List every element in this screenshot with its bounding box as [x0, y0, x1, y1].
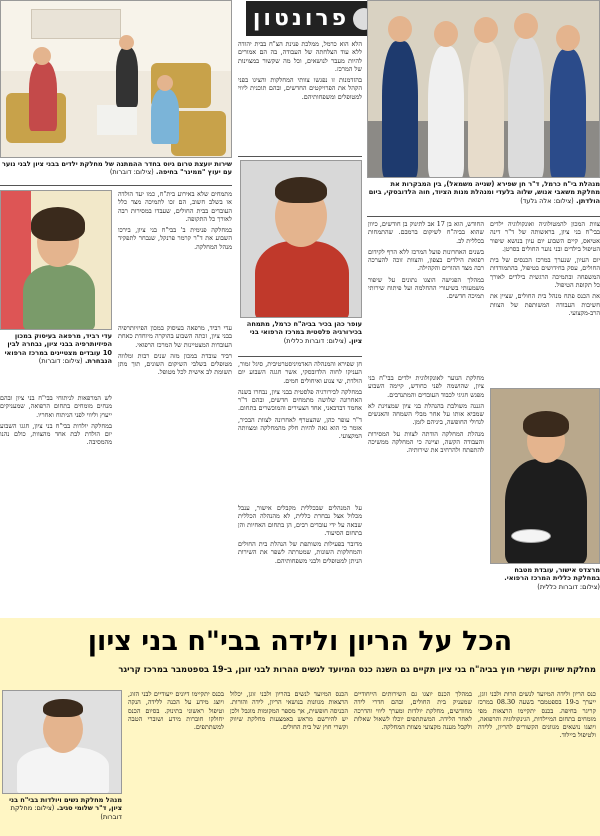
left-column-b: עדי רביד, מרפאה בעיסוק במכון הפיזיותרפיה בבני ציון, זכתה השבוע בהוקרה מיוחדת כאחת העובדות המצטיינות של המרכז הרפואי. רביד עובדת במכון מזה שנים רבות ומלווה מטופלים בשלבי השיקום השונים, תוך מתן תשומת לב אישית לכל מטופל. — [118, 324, 232, 377]
group-photo-caption: מנהלת בי"ח כרמל, ד"ר חן שפירא (שנייה משמאל), בין המבקרות את מחלקת משאבי אנוש, שלוה בלעדי ומנהלת מנות הציוד, חוה הלדובסקי, ביום הולדתן. (צילום: אלה גלעד) — [368, 180, 600, 205]
group-photo — [367, 0, 600, 178]
right-column-a: צוות המכון להמטולוגיה ואונקולוגיה ילדים בבי"ח בני ציון, בראשותה של ד"ר דינה אטיאס, קיים השבוע יום עיון בנושא שיפור הטיפול בילדים ובני נוער החולים בסרטן. יום העיון, שנערך במרכז הכנסים של בית החולים, עסק בחידושים בטיפול, בהתמודדות המשפחה ובתמיכה הרגשית בילדים לאורך כל תקופת הטיפול. את הכנס פתח מנהל בית החולים, שציין את חשיבות העבודה המשותפת של הצוות הרב-מקצועי. — [490, 220, 600, 317]
therapist-photo — [0, 190, 112, 330]
feature-column-2: במהלך הכנס יוצגו גם השירותים הייחודיים שמעניק בית החולים, ובהם חדרי לידה מחודשים, מחלקת יולדות ומערך ליווי והדרכה לאחר הלידה. המשתתפים יוכלו לשאול שאלות ולקבל מענה מקצועי מצוות המחלקה. — [354, 690, 472, 732]
doctor-portrait-photo — [240, 160, 362, 318]
therapist-caption: עדי רביד, מרפאה בעיסוק במכון הפיזיותרפיה בבני ציון, נבחרה לבין 10 עובדים מצטיינים במרכז הרפואי הנבחרת. (צילום: דוברות) — [4, 332, 112, 365]
right-column-b: החודש, הוא בן 17 אב לתינוק בן חודשים, כיוון שהוא בביה"ח לשיקום ברמבם. שהתמחות בכללית לב. בשנים האחרונות פועל המרכז ללא הרף לקידום רפואת הילדים בצפון, והצוות זוכה להערכה רבה מצד ההורים והקהילה. במהלך הפגישה הוצגו נתונים על שיפור משמעותי בשיעורי ההחלמה ועל פיתוח שירותי תמיכה חדשים. — [368, 220, 484, 301]
lobby-photo-caption: שירות יועצת טרום גיוס בחדר ההמתנה של מחלקת ילדים בבני ציון לבני נוער עם יעוץ "ממינר" בחיפה. (צילום: דוברות) — [1, 160, 232, 177]
department-head-photo — [2, 690, 122, 794]
feature-column-4: בכנס יתקיימו דיונים ייעודיים לבני הזוג, ויוצג מידע על הכנה ללידה, הנקה וטיפול ראשוני בתינוק. בסיום הכנס יחולקו חוברות מידע ושוברי הטבה למשתתפים. — [128, 690, 224, 732]
left-column-c: לש המרפאות לניתוחי בבי"ח בני ציון ובהם מנחים מומחים בתחום הרפואה, שמעניקים ייעוץ וליווי לפני הניתוח ואחריו. במחלקה יולדות בבי"ח בני ציון, חגגו השבוע יום הולדת לבת אחד מהצוות, כולם נהנו מהמסיבה. — [0, 394, 112, 447]
masthead-logo: פרונטון — [246, 1, 382, 36]
kitchen-worker-caption: מרצדס אישור, עובדת מטבח במחלקת כללית המרכז הרפואי. (צילום: דוברות כללית) — [504, 566, 600, 591]
feature-subhead: מחלקת שיווק וקשרי חוץ בביה"ח בני ציון תקיים גם השנה כנס המיועד לנשים ההרות לבני זוגן, ב-19 בספטמבר במרכז קריגר — [118, 664, 596, 674]
lobby-photo — [0, 0, 232, 158]
center-column-c: על המנהלים שבכללית מקבלים אישור, ענבל מכלול אצל נבחרת כללית, לא מהנהלה הכללית שבאה על ידי עובדים רבים, הן בתחום האחיות והן בתחום הסיעוד. מדובר בפעילות משותפת של הנהלת בית החולים והמחלקות השונות, שמטרתה לשפר את השירות הניתן למטופלים ולבני משפחותיהם. — [238, 504, 362, 565]
right-column-c: מחלקת הנוער לאונקולוגית ילדים בבי"ח בני ציון, שהושמה לפני כחודש, קיימה השבוע מפגש חגיגי לכבוד העובדים והמתנדבים. הגננה משולבת בהנהלת בני ציון שמצוינת לא שמביא אותו על אחר מבלי השמחה והאנשים לגדולי החופשה, ביניהם לזמן. מנהלת המחלקה הודתה לצוות על המסירות והעבודה הקשה, וציינה כי המחלקה ממשיכה להתפתח ולהרחיב את שירותיה. — [368, 374, 484, 455]
feature-column-1: כנס הריון ולידה המיועד לנשים הרות ולבני זוגן, ייערך ב-19 בספטמבר בשעה 08.30 במרכז קריגר בחיפה. בכנס יתקיימו הרצאות מפי מומחים בתחום המיילדות, הגינקולוגיה והרפואה, ויוצגו נושאים מגוונים הקשורים להריון, ללידה ולטיפול ביילוד. — [478, 690, 596, 740]
center-column-a: הלא הוא כרמל, ממלכת פנינת הצ"ח בבית יהודה ללא עוד הצלחתה של העבודה, בה הם אמורים להיות מעבר לנושאים, וכל מה שקשור במצוינות של המרכז. בהזדמנות זו נפגשו צוותי המחלקות והציגו בפני הקהל את הפרויקטים החדשים, ובהם תוכנית ליווי למטופלים ומשפחותיהם. — [238, 40, 362, 101]
left-column-a: מתמחים שלא באירוע בית"ח, כמו יעד הולדה או בשלב חשוב, הם זכו לתמיכה מצד כלל העובדים בבית החולים, שעבדו במסירות רבה לאורך כל התקופה. במחלקה פנימית ב' בבי"ח בני ציון, בירכו השבוע את ד"ר קרמר פרנקל, שנבחר לתפקיד מנהל המחלקה. — [118, 190, 232, 251]
kitchen-worker-photo — [490, 388, 600, 564]
doctor-portrait-caption: עופר כהן בכיר בביה"ח כרמל, מתמחה בכירורגיה פלסטית במרכז הרפואי בני ציון. (צילום: דוברות כללית) — [246, 320, 362, 345]
center-column-b: חן שפירא והמנהלה האדמיניסטרטיבית, סיגל זמור, העניקו לחוה הלדובסקי, אשר חגגה השבוע יום הולדת, שי צנוע ואיחולים חמים. במחלקה לכירורגיה פלסטית בבני ציון, נבחרו בשנה האחרונה שלושה מתמחים חדשים, ובהם ד"ר אחמד דבדבאני, אחד הצעירים והמוכשרים בתחום. ד"ר עופר כהן, שהצטרף לאחרונה לצוות הבכיר, אומר כי הוא גאה להיות חלק מהמחלקה ומצוותה המקצועי. — [238, 360, 362, 441]
department-head-caption: מנהל מחלקת נשים ויולדות בבי"ח בני ציון, ד"ר שלומי סגיב. (צילום: מחלקת דוברות) — [9, 796, 122, 821]
feature-column-3: הכנס המיועד לנשים בהריון ולבני זוגן, יכלול הרצאות מגוונות בנושאי הריון, לידה והורות. הכניסה חופשית, אך מספר המקומות מוגבל ולכן יש להירשם מראש באמצעות מחלקת שיווק וקשרי חוץ של בית החולים. — [230, 690, 348, 732]
feature-headline: הכל על הריון ולידה בבי"ח בני ציון — [0, 620, 600, 664]
